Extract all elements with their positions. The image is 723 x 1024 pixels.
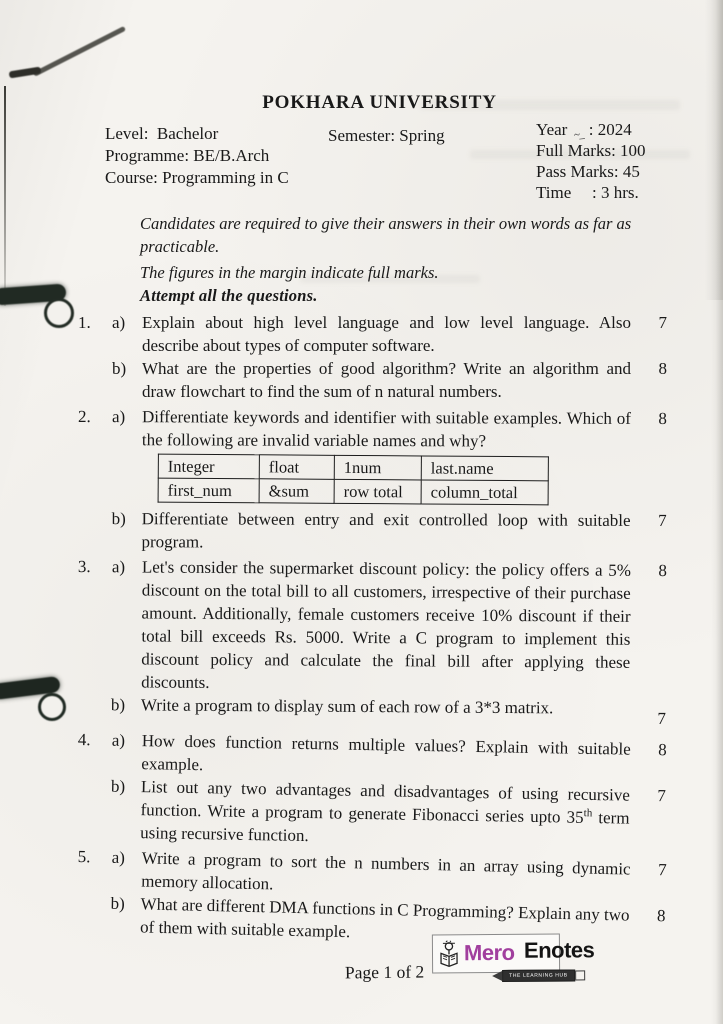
- part-text: Write a program to display sum of each row of a 3*3 matrix.: [140, 695, 554, 718]
- meta-time: Time : 3 hrs.: [536, 183, 639, 202]
- marks-value: 8: [658, 359, 667, 378]
- table-cell: first_num: [158, 478, 259, 503]
- table-row: [158, 478, 548, 505]
- meta-level: Level: Bachelor: [105, 124, 219, 143]
- meroenotes-watermark: [432, 934, 595, 979]
- page-title: POKHARA UNIVERSITY: [262, 92, 497, 113]
- part-text: How does function returns multiple values? Explain with suitable example.: [141, 731, 631, 775]
- table-cell: &sum: [259, 479, 334, 504]
- instruction-attempt-all: Attempt all the questions.: [140, 286, 318, 305]
- question-3a: [111, 555, 667, 697]
- table-cell: column_total: [421, 480, 548, 505]
- part-letter: a): [111, 847, 126, 868]
- part-letter: b): [110, 695, 126, 715]
- table-cell: float: [259, 455, 334, 480]
- table-cell: last.name: [421, 456, 548, 481]
- question-2b: [111, 507, 666, 555]
- part-text: What are the properties of good algorithm? Write an algorithm and draw flowchart to find the sum of n natural numbers.: [142, 359, 631, 401]
- scan-streak-artifact: [33, 26, 126, 77]
- instruction-candidates: Candidates are required to give their answers in their own words as far as practicable.: [140, 214, 632, 256]
- part-text: Differentiate between entry and exit controlled loop with suitable program.: [141, 509, 631, 552]
- part-letter: b): [110, 776, 126, 796]
- question-2: [77, 405, 667, 555]
- question-number: 2.: [77, 407, 91, 427]
- question-list: [77, 311, 667, 942]
- part-letter: b): [112, 359, 127, 378]
- pencil-tip-icon: [492, 971, 502, 981]
- table-row: [158, 454, 548, 481]
- page-number: Page 1 of 2: [344, 961, 425, 983]
- part-letter: b): [110, 893, 126, 914]
- logo-text-enotes: Enotes: [523, 937, 595, 963]
- reading-person-icon: [437, 939, 461, 967]
- logo-tagline: THE LEARNING HUB: [502, 969, 575, 982]
- part-text: List out any two advantages and disadvantages of using recursive function. Write a program to generate Fibonacci series upto 35th term using recursive function.: [140, 777, 631, 846]
- table-cell: Integer: [158, 454, 259, 479]
- question-number: 3.: [77, 556, 91, 577]
- question-1b: [112, 357, 667, 403]
- marks-value: 8: [658, 740, 667, 760]
- question-4: [76, 728, 667, 853]
- binding-mark-artifact: [0, 284, 82, 318]
- question-2a: [112, 405, 667, 453]
- part-text: Differentiate keywords and identifier with suitable examples. Which of the following are invalid variable names and why?: [141, 407, 631, 451]
- binding-mark-artifact: [0, 676, 78, 716]
- question-4b: [110, 775, 666, 854]
- marks-value: 8: [656, 906, 666, 926]
- scan-streak-artifact: [9, 67, 42, 79]
- marks-value: 7: [657, 709, 666, 729]
- question-1: [78, 311, 667, 403]
- pen-squiggle-mark: ~_: [573, 128, 585, 142]
- part-letter: a): [111, 557, 126, 577]
- meta-course: Course: Programming in C: [105, 168, 289, 187]
- marks-value: 7: [658, 511, 667, 531]
- question-1a: [112, 311, 667, 357]
- pencil-banner: [492, 969, 585, 982]
- marks-value: 7: [658, 313, 667, 332]
- question-3: [77, 555, 667, 730]
- question-number: 1.: [78, 313, 91, 332]
- part-letter: a): [112, 313, 126, 332]
- meta-semester: Semester: Spring: [328, 126, 445, 145]
- question-3b: [111, 693, 666, 730]
- table-cell: 1num: [334, 455, 421, 480]
- ordinal-superscript: th: [583, 807, 593, 820]
- part-text: Write a program to sort the n numbers in an array using dynamic memory allocation.: [140, 848, 631, 894]
- marks-value: 7: [657, 860, 667, 880]
- part-letter: a): [111, 730, 126, 750]
- pencil-end-icon: [575, 970, 585, 980]
- marks-value: 8: [658, 561, 667, 581]
- question-number: 4.: [77, 729, 91, 750]
- marks-value: 8: [658, 409, 667, 429]
- instruction-figures: The figures in the margin indicate full marks.: [140, 263, 439, 282]
- meta-year: Year ~_ : 2024: [536, 120, 632, 142]
- marks-value: 7: [657, 786, 667, 806]
- table-cell: row total: [334, 479, 421, 504]
- scan-edge-shadow-top: [697, 0, 723, 300]
- meta-programme: Programme: BE/B.Arch: [105, 146, 270, 165]
- part-text: What are different DMA functions in C Programming? Explain any two of them with suitable example.: [139, 894, 630, 942]
- question-5: [76, 845, 667, 950]
- part-text: Explain about high level language and low level language. Also describe about types of computer software.: [142, 313, 631, 355]
- logo-text-mero: Mero: [463, 939, 515, 966]
- invalid-variable-names-table: [158, 454, 549, 506]
- part-letter: b): [111, 509, 126, 529]
- part-letter: a): [111, 407, 126, 427]
- meta-full-marks: Full Marks: 100: [536, 141, 646, 160]
- scan-line-artifact: [4, 86, 6, 306]
- question-number: 5.: [77, 846, 91, 867]
- part-text: Let's consider the supermarket discount policy: the policy offers a 5% discount on the total bill to all customers, irrespective of their purchase amount. Additionally, female customers receive 10% discount if their total bill exceeds Rs. 5000. Write a C program to implement this discount policy and calculate the final bill after applying these discounts.: [141, 557, 631, 692]
- meta-pass-marks: Pass Marks: 45: [536, 162, 640, 181]
